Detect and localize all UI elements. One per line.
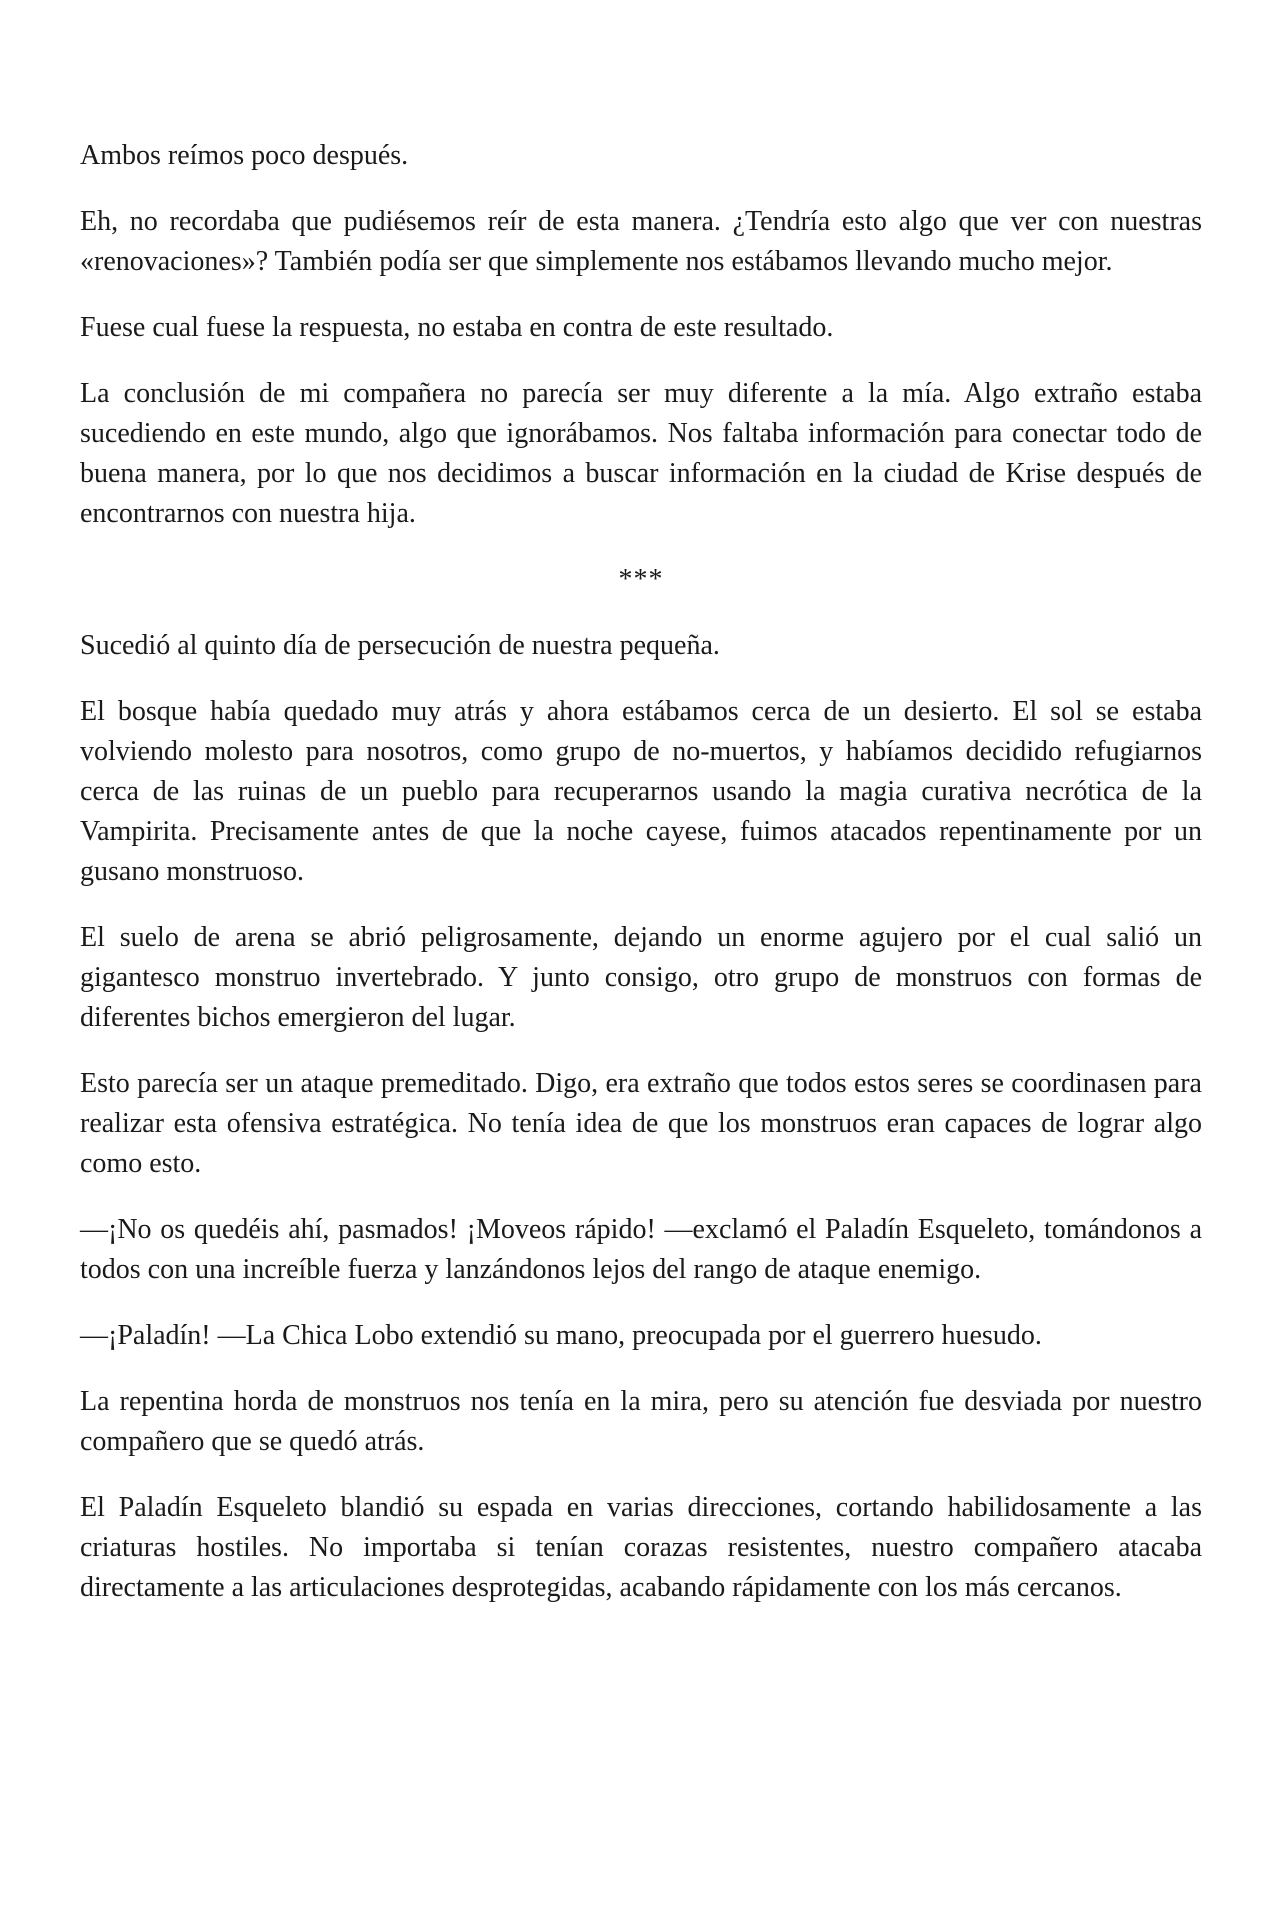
paragraph: Eh, no recordaba que pudiésemos reír de esta manera. ¿Tendría esto algo que ver con nuestras «renovaciones»? También podía ser que simplemente nos estábamos llevando mucho mejor. — [80, 206, 1202, 277]
paragraph: Esto parecía ser un ataque premeditado. Digo, era extraño que todos estos seres se coordinasen para realizar esta ofensiva estratégica. No tenía idea de que los monstruos eran capaces de lograr algo como esto. — [80, 1068, 1202, 1179]
paragraph: El Paladín Esqueleto blandió su espada en varias direcciones, cortando habilidosamente a las criaturas hostiles. No importaba si tenían corazas resistentes, nuestro compañero atacaba directamente a las articulaciones desprotegidas, acabando rápidamente con los más cercanos. — [80, 1492, 1202, 1603]
paragraph: La conclusión de mi compañera no parecía ser muy diferente a la mía. Algo extraño estaba sucediendo en este mundo, algo que ignorábamos. Nos faltaba información para conectar todo de buena manera, por lo que nos decidimos a buscar información en la ciudad de Krise después de encontrarnos con nuestra hija. — [80, 378, 1202, 529]
section-break: *** — [618, 564, 664, 595]
paragraph: —¡Paladín! —La Chica Lobo extendió su mano, preocupada por el guerrero huesudo. — [80, 1320, 1042, 1351]
paragraph: El bosque había quedado muy atrás y ahora estábamos cerca de un desierto. El sol se estaba volviendo molesto para nosotros, como grupo de no-muertos, y habíamos decidido refugiarnos cerca de las ruinas de un pueblo para recuperarnos usando la magia curativa necrótica de la Vampirita. Precisamente antes de que la noche cayese, fuimos atacados repentinamente por un gusano monstruoso. — [80, 696, 1202, 887]
paragraph: Fuese cual fuese la respuesta, no estaba en contra de este resultado. — [80, 312, 834, 343]
paragraph: El suelo de arena se abrió peligrosamente, dejando un enorme agujero por el cual salió un gigantesco monstruo invertebrado. Y junto consigo, otro grupo de monstruos con formas de diferentes bichos emergieron del lugar. — [80, 922, 1202, 1033]
paragraph: La repentina horda de monstruos nos tenía en la mira, pero su atención fue desviada por nuestro compañero que se quedó atrás. — [80, 1386, 1202, 1457]
document-page — [80, 136, 1202, 1634]
paragraph: Ambos reímos poco después. — [80, 140, 409, 171]
paragraph: Sucedió al quinto día de persecución de nuestra pequeña. — [80, 630, 720, 661]
paragraph: —¡No os quedéis ahí, pasmados! ¡Moveos rápido! —exclamó el Paladín Esqueleto, tomándonos a todos con una increíble fuerza y lanzándonos lejos del rango de ataque enemigo. — [80, 1214, 1202, 1285]
